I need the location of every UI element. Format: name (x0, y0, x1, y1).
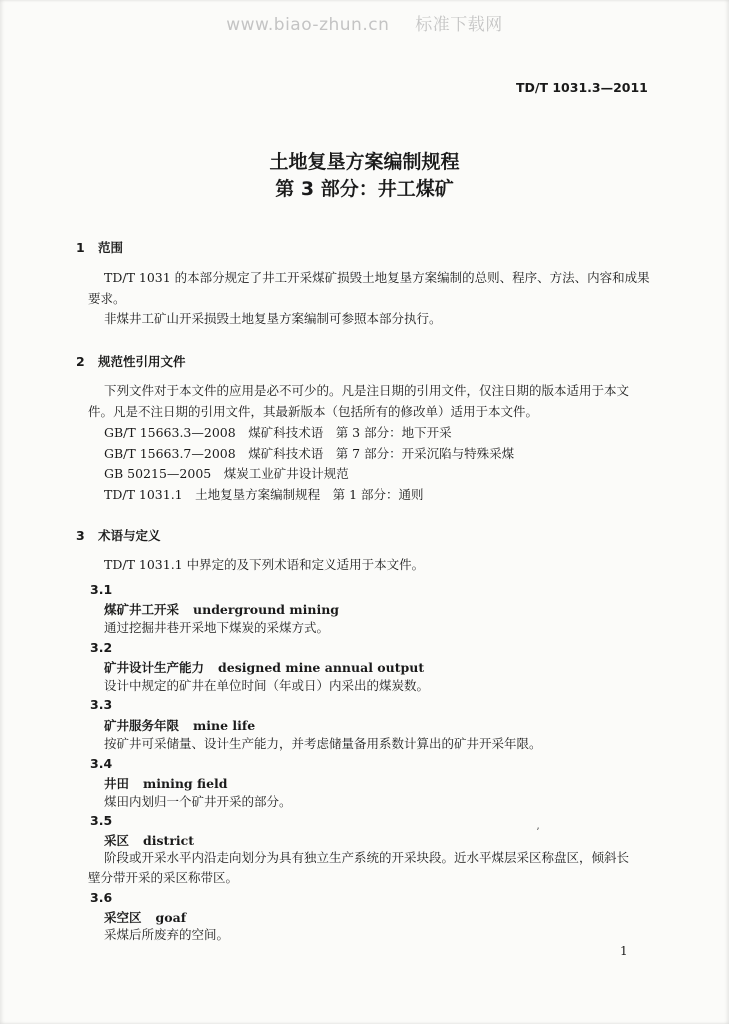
standard-code: TD/T 1031.3—2011 (516, 80, 648, 95)
term-zh: 矿井服务年限 (104, 718, 180, 733)
page-number: 1 (620, 944, 628, 958)
section-1-para-2: 非煤井工矿山开采损毁土地复垦方案编制可参照本部分执行。 (104, 311, 442, 326)
term-heading (104, 774, 228, 792)
term-definition: 通过挖掘井巷开采地下煤炭的采煤方式。 (104, 620, 330, 635)
term-heading (104, 658, 424, 676)
term-definition: 采煤后所废弃的空间。 (104, 927, 230, 942)
section-1-heading (76, 238, 123, 256)
scan-mark: ʼ (536, 827, 540, 838)
term-definition: 阶段或开采水平内沿走向划分为具有独立生产系统的开采块段。近水平煤层采区称盘区，倾斜长 (104, 850, 630, 865)
term-definition: 设计中规定的矿井在单位时间（年或日）内采出的煤炭数。 (104, 678, 430, 693)
document-title: 土地复垦方案编制规程 (269, 151, 460, 173)
term-zh: 采区 (104, 833, 130, 848)
term-number: 3.5 (90, 813, 113, 828)
section-number: 2 (76, 354, 85, 369)
term-zh: 井田 (104, 776, 130, 791)
term-en: district (143, 833, 195, 848)
term-definition-continued: 壁分带开采的采区称带区。 (88, 870, 239, 885)
section-number: 1 (76, 240, 85, 255)
term-definition: 煤田内划归一个矿井开采的部分。 (104, 794, 292, 809)
section-title: 术语与定义 (98, 528, 161, 543)
section-title: 范围 (98, 240, 124, 255)
term-number: 3.1 (90, 582, 113, 597)
term-zh: 采空区 (104, 910, 142, 925)
section-2-para-line-2: 件。凡是不注日期的引用文件，其最新版本（包括所有的修改单）适用于本文件。 (88, 404, 539, 419)
term-zh: 煤矿井工开采 (104, 602, 180, 617)
term-heading (104, 600, 339, 618)
section-2-heading (76, 352, 186, 370)
reference-item: GB/T 15663.7—2008 煤矿科技术语 第 7 部分：开采沉陷与特殊采煤 (104, 446, 515, 461)
term-number: 3.4 (90, 756, 113, 771)
term-en: underground mining (193, 602, 340, 617)
term-definition: 按矿井可采储量、设计生产能力，并考虑储量备用系数计算出的矿井开采年限。 (104, 736, 542, 751)
watermark-site: www.biao-zhun.cn (226, 15, 390, 35)
document-subtitle: 第 3 部分：井工煤矿 (275, 178, 454, 200)
section-1-para-1-line-2: 要求。 (88, 291, 126, 306)
term-en: goaf (155, 910, 187, 925)
section-3-intro: TD/T 1031.1 中界定的及下列术语和定义适用于本文件。 (104, 557, 425, 572)
reference-item: GB/T 15663.3—2008 煤矿科技术语 第 3 部分：地下开采 (104, 425, 452, 440)
term-zh: 矿井设计生产能力 (104, 660, 205, 675)
section-3-heading (76, 526, 161, 544)
watermark (0, 10, 729, 35)
term-heading (104, 716, 255, 734)
term-heading (104, 908, 186, 926)
section-1-para-1-line-1: TD/T 1031 的本部分规定了井工开采煤矿损毁土地复垦方案编制的总则、程序、方法、内容和成果 (104, 270, 650, 285)
section-number: 3 (76, 528, 85, 543)
term-en: designed mine annual output (218, 660, 425, 675)
section-2-para-line-1: 下列文件对于本文件的应用是必不可少的。凡是注日期的引用文件，仅注日期的版本适用于本文 (104, 383, 630, 398)
watermark-name: 标准下载网 (415, 15, 503, 35)
term-number: 3.2 (90, 640, 113, 655)
term-en: mining field (143, 776, 228, 791)
section-title: 规范性引用文件 (98, 354, 186, 369)
term-en: mine life (193, 718, 256, 733)
reference-item: TD/T 1031.1 土地复垦方案编制规程 第 1 部分：通则 (104, 487, 424, 502)
term-number: 3.3 (90, 697, 113, 712)
term-number: 3.6 (90, 890, 113, 905)
reference-item: GB 50215—2005 煤炭工业矿井设计规范 (104, 466, 349, 481)
term-heading (104, 831, 194, 849)
